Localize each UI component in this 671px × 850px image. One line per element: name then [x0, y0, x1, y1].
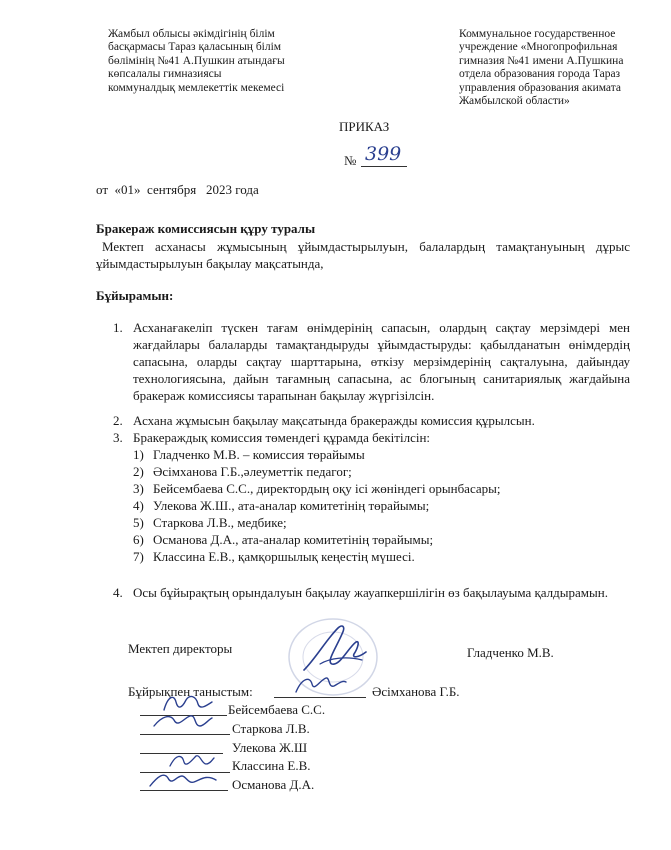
- header-left-line: бөлімінің №41 А.Пушкин атындағы: [108, 54, 285, 67]
- member-number: 4): [133, 498, 144, 513]
- order-number-label: №: [344, 153, 357, 168]
- signature-icon: [146, 766, 220, 794]
- director-name: Гладченко М.В.: [467, 645, 554, 660]
- header-left-line: Жамбыл облысы әкімдігінің білім: [108, 28, 275, 40]
- item-number: 3.: [113, 430, 123, 445]
- acquaint-name: Старкова Л.В.: [232, 721, 310, 736]
- decree-heading: Бұйырамын:: [96, 288, 174, 303]
- director-label: Мектеп директоры: [128, 641, 233, 656]
- header-right-line: гимназия №41 имени А.Пушкина: [459, 54, 624, 67]
- list-item: [133, 446, 501, 463]
- member-text: Старкова Л.В., медбике;: [153, 515, 287, 530]
- preamble: Мектеп асханасы жұмысының ұйымдастырылуын, балалардың тамақтануының дұрыс ұйымдастырылуын бақылау мақсатында,: [96, 239, 630, 271]
- order-number-line: [361, 166, 407, 167]
- header-left: [108, 28, 285, 95]
- item-text: Асхана жұмысын бақылау мақсатында бракеражды комиссия құрылсын.: [133, 413, 535, 428]
- header-right: [459, 28, 623, 108]
- member-number: 7): [133, 549, 144, 564]
- header-left-line: коммуналдық мемлекеттік мекемесі: [108, 81, 285, 94]
- acquaint-name: Классина Е.В.: [232, 758, 311, 773]
- item-number: 4.: [113, 585, 123, 600]
- signature-icon: [292, 670, 350, 700]
- acquaint-name: Бейсембаева С.С.: [228, 702, 326, 717]
- order-subject: Бракераж комиссиясын құру туралы: [96, 221, 316, 236]
- acquaint-name: Османова Д.А.: [232, 777, 315, 792]
- list-item: [133, 531, 501, 548]
- member-number: 6): [133, 532, 144, 547]
- order-number-handwritten: 399: [365, 143, 402, 165]
- signature-icon: [150, 708, 216, 736]
- item-text: Бракераждық комиссия төмендегі құрамда бекітілсін:: [133, 430, 431, 445]
- member-text: Улекова Ж.Ш., ата-аналар комитетінің төрайымы;: [153, 498, 430, 513]
- list-item: [133, 548, 501, 565]
- header-right-line: Жамбылской области»: [459, 95, 570, 108]
- members-list: [133, 446, 501, 565]
- acquaint-name: Улекова Ж.Ш: [232, 740, 308, 755]
- list-item: [133, 497, 501, 514]
- header-right-line: Коммунальное государственное: [459, 28, 616, 40]
- header-right-line: отдела образования города Тараз: [459, 68, 621, 81]
- member-text: Классина Е.В., қамқоршылық кеңестің мүшесі.: [153, 549, 415, 564]
- header-left-line: басқармасы Тараз қаласының білім: [108, 41, 282, 54]
- acquaint-label: Бұйрықпен таныстым:: [128, 684, 253, 699]
- member-number: 3): [133, 481, 144, 496]
- list-item: [133, 514, 501, 531]
- header-right-line: управления образования акимата: [459, 81, 622, 94]
- item-text: Осы бұйырақтың орындалуын бақылау жауапкершілігін өз бақылауыма қалдырамын.: [133, 585, 608, 600]
- item-number: 1.: [113, 320, 123, 335]
- member-text: Гладченко М.В. – комиссия төрайымы: [153, 447, 365, 462]
- member-text: Бейсембаева С.С., директордың оқу ісі жөніндегі орынбасары;: [153, 481, 501, 496]
- member-number: 1): [133, 447, 144, 462]
- order-title: ПРИКАЗ: [339, 119, 390, 134]
- member-number: 5): [133, 515, 144, 530]
- member-text: Әсімханова Г.Б.,әлеуметтік педагог;: [153, 464, 352, 479]
- item-text: Асханағакеліп түскен тағам өнімдерінің сапасын, олардың сақтау мерзімдері мен жағдайлары балаларды тамақтандыруды ұйымдастыруды: қабылданатын өнімдердің сапасына, оларды сақтау шарттарына, өткізу мерзімдерінің сақталуына, дайындау технологиясына, дайын тағамның сапасына, ас блогының санитариялық жағдайына бракераж комиссиясы тарапынан бақылау жүргізілсін.: [133, 320, 630, 403]
- list-item: [133, 463, 501, 480]
- member-text: Османова Д.А., ата-аналар комитетінің төрайымы;: [153, 532, 434, 547]
- order-date: от «01» сентября 2023 года: [96, 182, 259, 197]
- header-left-line: көпсалалы гимназиясы: [108, 68, 222, 81]
- member-number: 2): [133, 464, 144, 479]
- list-item: [133, 480, 501, 497]
- header-right-line: учреждение «Многопрофильная: [459, 41, 618, 54]
- item-number: 2.: [113, 413, 123, 428]
- acquaint-name: Әсімханова Г.Б.: [372, 684, 460, 699]
